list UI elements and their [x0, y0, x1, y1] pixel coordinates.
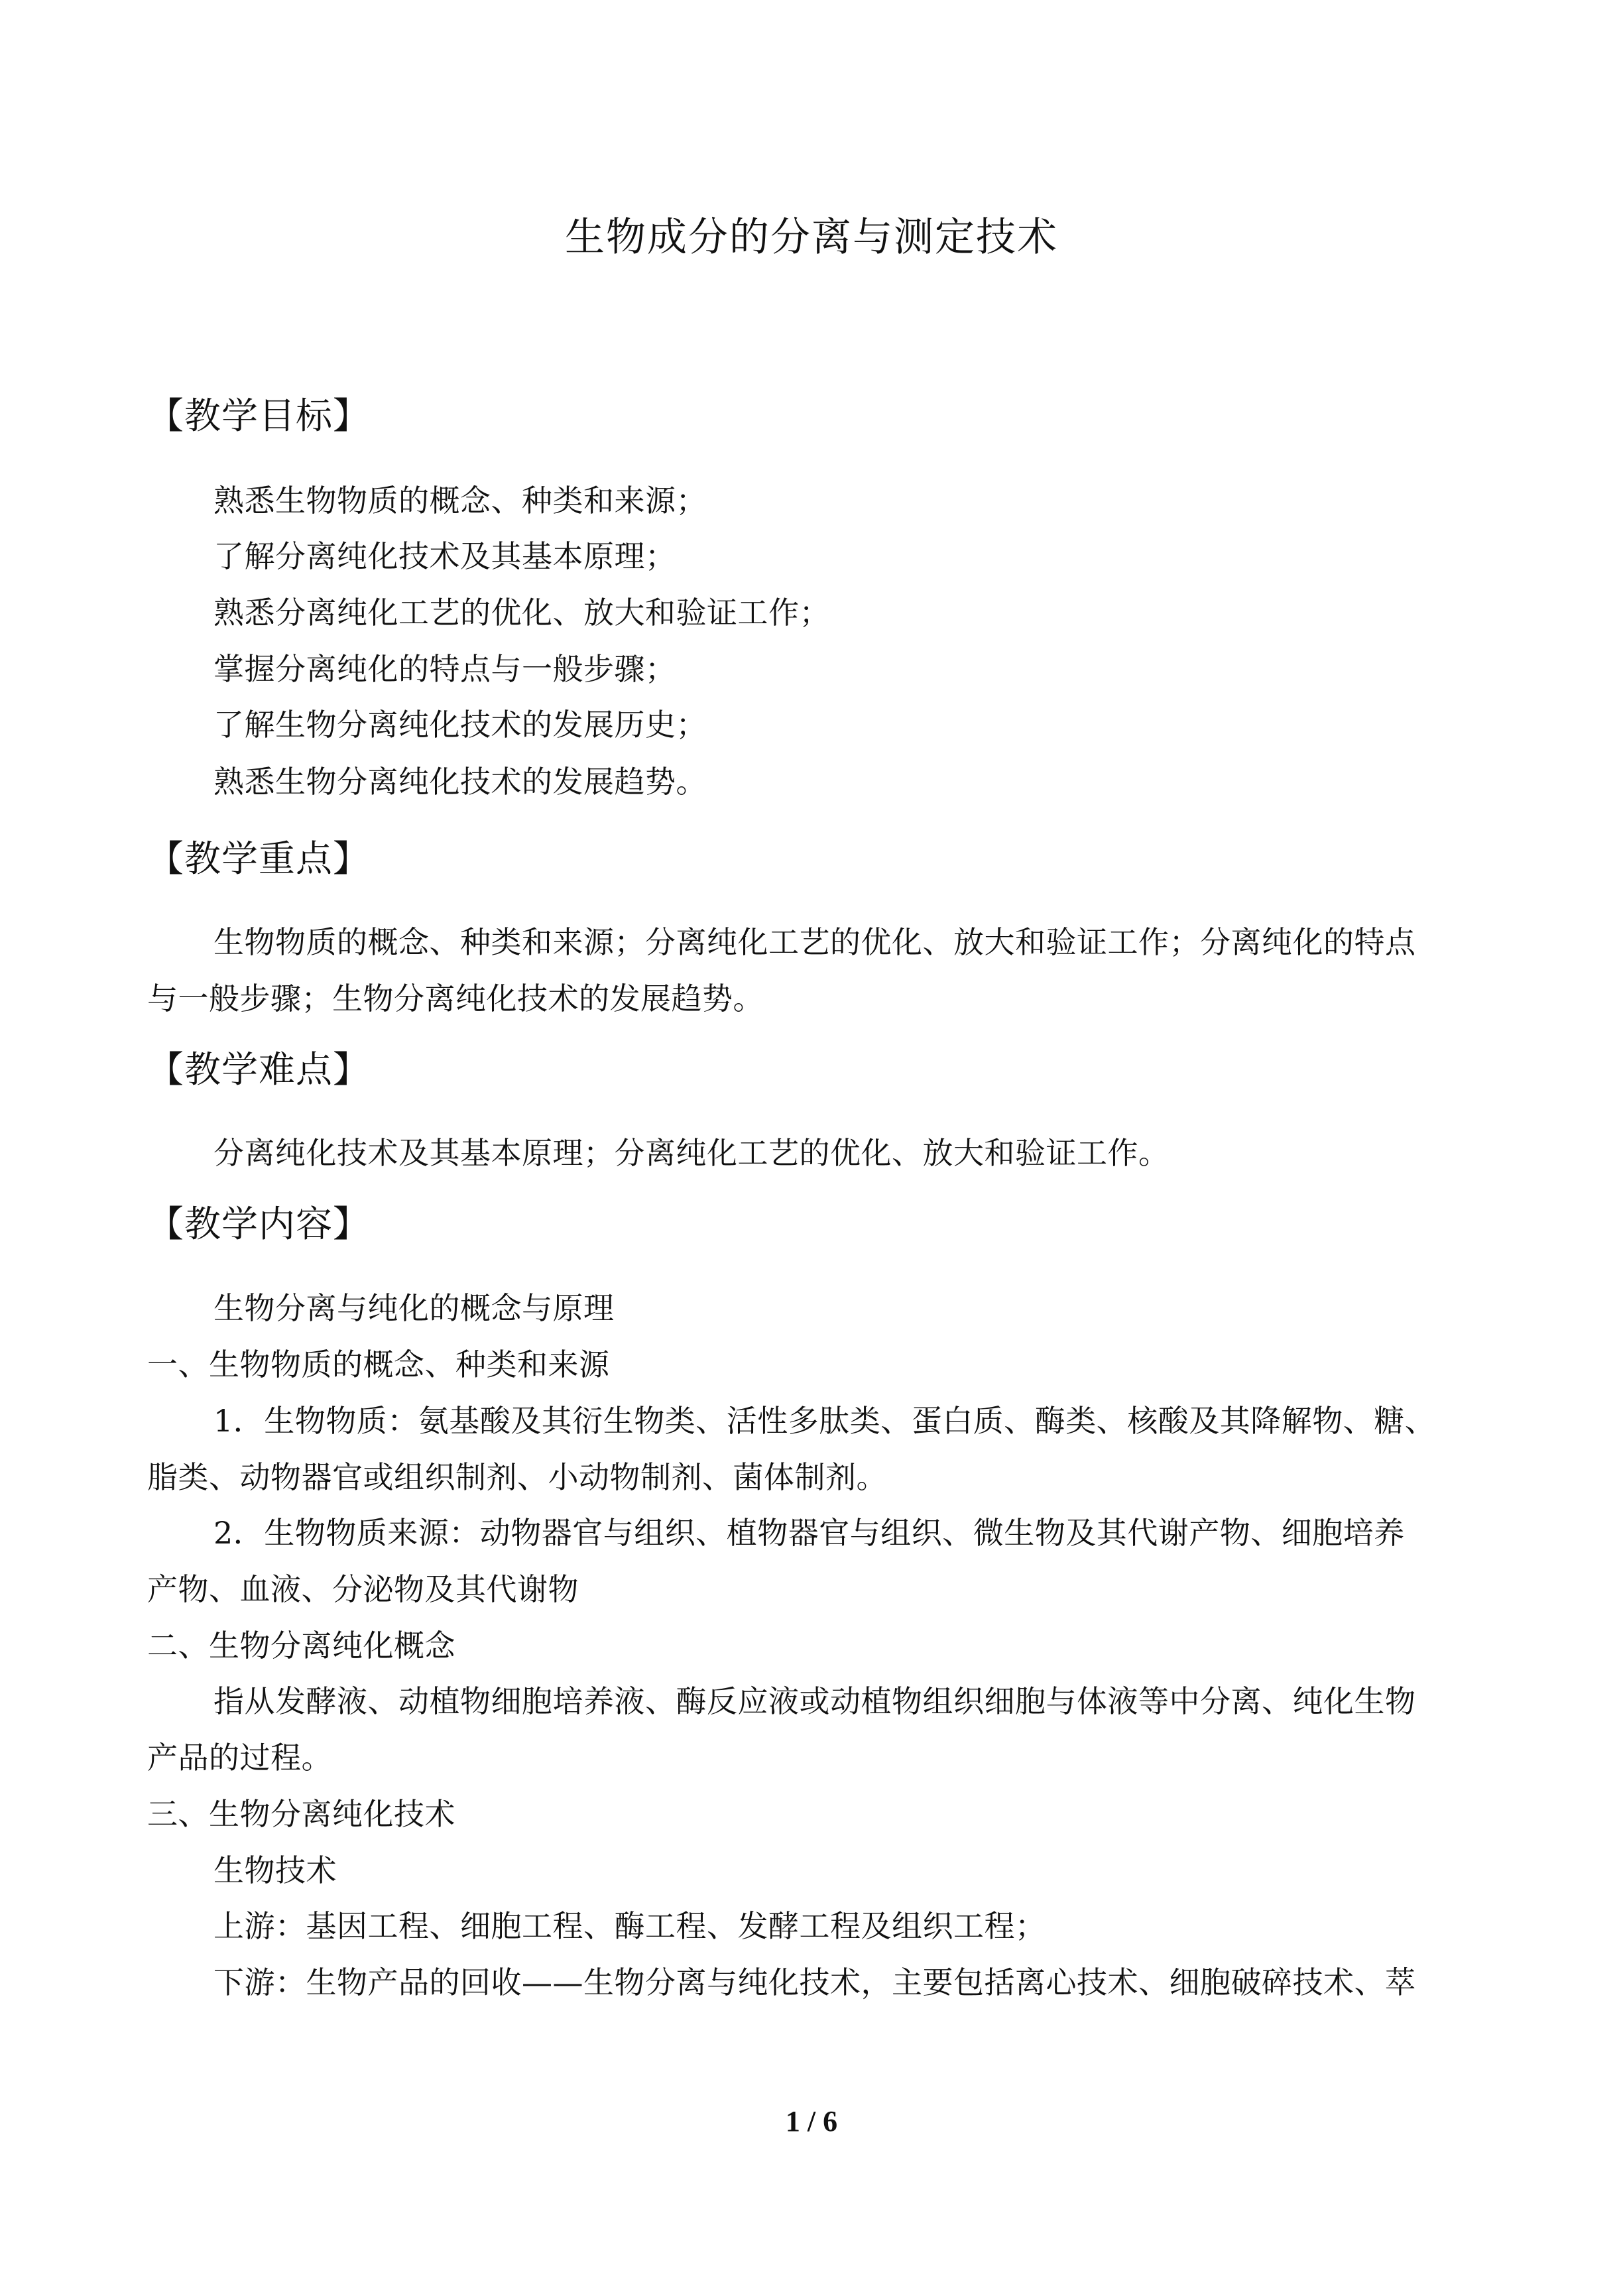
key-points-line: 与一般步骤；生物分离纯化技术的发展趋势。 — [147, 981, 764, 1016]
content-line: 指从发酵液、动植物细胞培养液、酶反应液或动植物组织细胞与体液等中分离、纯化生物 — [213, 1683, 1416, 1719]
content-section-heading: 二、生物分离纯化概念 — [147, 1628, 455, 1663]
objectives-heading: 【教学目标】 — [147, 394, 371, 437]
key-points-heading: 【教学重点】 — [147, 837, 371, 880]
key-points-line: 生物物质的概念、种类和来源；分离纯化工艺的优化、放大和验证工作；分离纯化的特点 — [213, 924, 1416, 960]
objective-item: 熟悉生物物质的概念、种类和来源； — [213, 483, 707, 518]
content-line: 生物分离与纯化的概念与原理 — [213, 1290, 615, 1326]
objective-item: 熟悉生物分离纯化技术的发展趋势。 — [213, 764, 707, 800]
objective-item: 熟悉分离纯化工艺的优化、放大和验证工作； — [213, 595, 830, 631]
document-title: 生物成分的分离与测定技术 — [565, 214, 1058, 261]
objective-item: 掌握分离纯化的特点与一般步骤； — [213, 651, 676, 687]
difficulties-heading: 【教学难点】 — [147, 1048, 371, 1091]
difficulties-line: 分离纯化技术及其基本原理；分离纯化工艺的优化、放大和验证工作。 — [213, 1135, 1170, 1171]
content-line: 上游：基因工程、细胞工程、酶工程、发酵工程及组织工程； — [213, 1908, 1046, 1944]
content-line: 产品的过程。 — [147, 1740, 332, 1776]
content-heading: 【教学内容】 — [147, 1203, 371, 1245]
content-line: 生物技术 — [213, 1852, 337, 1888]
objective-item: 了解分离纯化技术及其基本原理； — [213, 538, 676, 574]
content-section-heading: 三、生物分离纯化技术 — [147, 1796, 455, 1832]
objective-item: 了解生物分离纯化技术的发展历史； — [213, 707, 707, 743]
content-line: 1．生物物质：氨基酸及其衍生物类、活性多肽类、蛋白质、酶类、核酸及其降解物、糖、 — [213, 1403, 1436, 1439]
page-number: 1 / 6 — [785, 2105, 838, 2138]
content-line: 产物、血液、分泌物及其代谢物 — [147, 1571, 579, 1607]
content-section-heading: 一、生物物质的概念、种类和来源 — [147, 1347, 610, 1382]
content-line: 下游：生物产品的回收——生物分离与纯化技术，主要包括离心技术、细胞破碎技术、萃 — [213, 1964, 1416, 2000]
content-line: 2．生物物质来源：动物器官与组织、植物器官与组织、微生物及其代谢产物、细胞培养 — [213, 1515, 1405, 1551]
content-line: 脂类、动物器官或组织制剂、小动物制剂、菌体制剂。 — [147, 1459, 887, 1495]
